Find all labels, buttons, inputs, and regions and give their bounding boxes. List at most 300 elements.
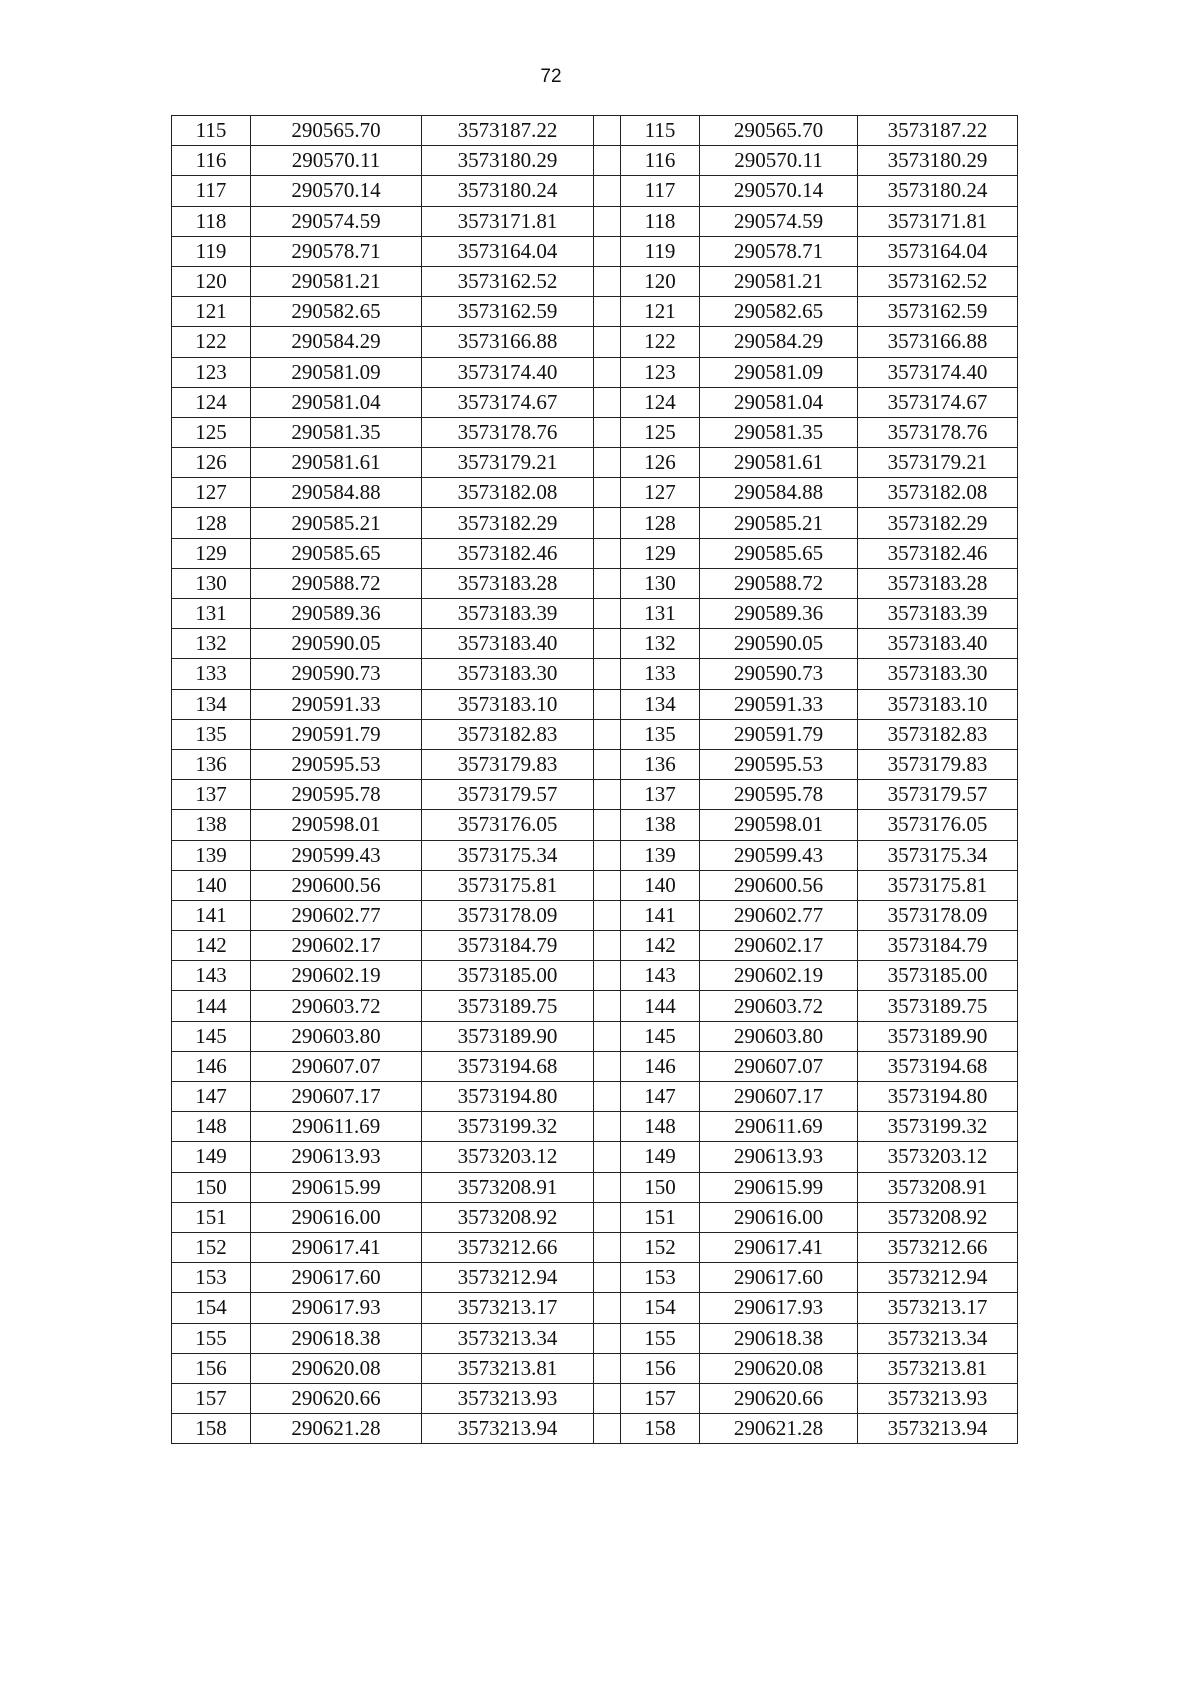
table-row [172, 417, 1018, 447]
point-number-cell: 121 [172, 297, 251, 327]
y-coordinate-cell: 3573213.93 [422, 1383, 594, 1413]
x-coordinate-cell: 290617.60 [700, 1263, 858, 1293]
y-coordinate-cell: 3573189.75 [422, 991, 594, 1021]
point-number-cell: 144 [172, 991, 251, 1021]
table-row [172, 900, 1018, 930]
table-row [172, 236, 1018, 266]
table-row [172, 840, 1018, 870]
y-coordinate-cell: 3573162.59 [422, 297, 594, 327]
x-coordinate-cell: 290570.11 [251, 146, 422, 176]
y-coordinate-cell: 3573183.28 [858, 568, 1018, 598]
y-coordinate-cell: 3573208.92 [858, 1202, 1018, 1232]
coordinates-table [171, 115, 1018, 1444]
y-coordinate-cell: 3573180.24 [858, 176, 1018, 206]
spacer-cell [594, 568, 621, 598]
y-coordinate-cell: 3573194.68 [858, 1051, 1018, 1081]
point-number-cell: 127 [621, 478, 700, 508]
table-row [172, 448, 1018, 478]
x-coordinate-cell: 290589.36 [251, 599, 422, 629]
x-coordinate-cell: 290603.80 [251, 1021, 422, 1051]
y-coordinate-cell: 3573174.67 [858, 387, 1018, 417]
point-number-cell: 116 [172, 146, 251, 176]
spacer-cell [594, 870, 621, 900]
table-row [172, 1263, 1018, 1293]
table-row [172, 1112, 1018, 1142]
point-number-cell: 128 [172, 508, 251, 538]
x-coordinate-cell: 290618.38 [700, 1323, 858, 1353]
y-coordinate-cell: 3573189.90 [422, 1021, 594, 1051]
y-coordinate-cell: 3573174.40 [422, 357, 594, 387]
x-coordinate-cell: 290621.28 [251, 1414, 422, 1444]
y-coordinate-cell: 3573199.32 [422, 1112, 594, 1142]
point-number-cell: 117 [621, 176, 700, 206]
y-coordinate-cell: 3573187.22 [858, 116, 1018, 146]
y-coordinate-cell: 3573166.88 [422, 327, 594, 357]
point-number-cell: 152 [172, 1232, 251, 1262]
x-coordinate-cell: 290602.77 [251, 900, 422, 930]
x-coordinate-cell: 290617.93 [251, 1293, 422, 1323]
table-row [172, 538, 1018, 568]
y-coordinate-cell: 3573182.83 [858, 719, 1018, 749]
point-number-cell: 118 [621, 206, 700, 236]
x-coordinate-cell: 290599.43 [700, 840, 858, 870]
y-coordinate-cell: 3573213.34 [422, 1323, 594, 1353]
x-coordinate-cell: 290581.35 [700, 417, 858, 447]
y-coordinate-cell: 3573178.76 [858, 417, 1018, 447]
spacer-cell [594, 206, 621, 236]
spacer-cell [594, 1293, 621, 1323]
table-row [172, 961, 1018, 991]
y-coordinate-cell: 3573182.46 [858, 538, 1018, 568]
table-row [172, 749, 1018, 779]
point-number-cell: 116 [621, 146, 700, 176]
x-coordinate-cell: 290602.77 [700, 900, 858, 930]
point-number-cell: 135 [621, 719, 700, 749]
point-number-cell: 131 [172, 599, 251, 629]
y-coordinate-cell: 3573185.00 [422, 961, 594, 991]
point-number-cell: 152 [621, 1232, 700, 1262]
table-row [172, 870, 1018, 900]
point-number-cell: 133 [621, 659, 700, 689]
x-coordinate-cell: 290581.21 [251, 266, 422, 296]
x-coordinate-cell: 290584.29 [700, 327, 858, 357]
x-coordinate-cell: 290591.33 [700, 689, 858, 719]
y-coordinate-cell: 3573213.81 [422, 1353, 594, 1383]
point-number-cell: 122 [621, 327, 700, 357]
table-row [172, 568, 1018, 598]
point-number-cell: 135 [172, 719, 251, 749]
spacer-cell [594, 448, 621, 478]
point-number-cell: 145 [172, 1021, 251, 1051]
point-number-cell: 150 [172, 1172, 251, 1202]
point-number-cell: 144 [621, 991, 700, 1021]
spacer-cell [594, 719, 621, 749]
point-number-cell: 122 [172, 327, 251, 357]
y-coordinate-cell: 3573213.93 [858, 1383, 1018, 1413]
y-coordinate-cell: 3573212.66 [858, 1232, 1018, 1262]
spacer-cell [594, 1383, 621, 1413]
y-coordinate-cell: 3573178.09 [858, 900, 1018, 930]
y-coordinate-cell: 3573208.92 [422, 1202, 594, 1232]
y-coordinate-cell: 3573185.00 [858, 961, 1018, 991]
y-coordinate-cell: 3573174.67 [422, 387, 594, 417]
y-coordinate-cell: 3573164.04 [422, 236, 594, 266]
y-coordinate-cell: 3573182.08 [422, 478, 594, 508]
point-number-cell: 129 [172, 538, 251, 568]
x-coordinate-cell: 290607.17 [700, 1082, 858, 1112]
y-coordinate-cell: 3573178.76 [422, 417, 594, 447]
table-row [172, 991, 1018, 1021]
x-coordinate-cell: 290582.65 [700, 297, 858, 327]
x-coordinate-cell: 290617.60 [251, 1263, 422, 1293]
point-number-cell: 130 [172, 568, 251, 598]
spacer-cell [594, 176, 621, 206]
y-coordinate-cell: 3573175.34 [422, 840, 594, 870]
y-coordinate-cell: 3573179.21 [858, 448, 1018, 478]
spacer-cell [594, 1232, 621, 1262]
x-coordinate-cell: 290565.70 [700, 116, 858, 146]
table-row [172, 629, 1018, 659]
x-coordinate-cell: 290618.38 [251, 1323, 422, 1353]
y-coordinate-cell: 3573176.05 [858, 810, 1018, 840]
table-row [172, 146, 1018, 176]
point-number-cell: 153 [172, 1263, 251, 1293]
point-number-cell: 127 [172, 478, 251, 508]
table-row [172, 719, 1018, 749]
x-coordinate-cell: 290620.08 [700, 1353, 858, 1383]
x-coordinate-cell: 290585.21 [700, 508, 858, 538]
y-coordinate-cell: 3573176.05 [422, 810, 594, 840]
table-row [172, 1323, 1018, 1353]
y-coordinate-cell: 3573178.09 [422, 900, 594, 930]
x-coordinate-cell: 290584.88 [251, 478, 422, 508]
y-coordinate-cell: 3573213.17 [422, 1293, 594, 1323]
point-number-cell: 118 [172, 206, 251, 236]
x-coordinate-cell: 290607.17 [251, 1082, 422, 1112]
x-coordinate-cell: 290590.73 [700, 659, 858, 689]
point-number-cell: 137 [172, 780, 251, 810]
y-coordinate-cell: 3573212.66 [422, 1232, 594, 1262]
spacer-cell [594, 991, 621, 1021]
y-coordinate-cell: 3573183.10 [858, 689, 1018, 719]
spacer-cell [594, 780, 621, 810]
point-number-cell: 132 [172, 629, 251, 659]
y-coordinate-cell: 3573194.68 [422, 1051, 594, 1081]
spacer-cell [594, 931, 621, 961]
point-number-cell: 123 [621, 357, 700, 387]
point-number-cell: 157 [172, 1383, 251, 1413]
table-row [172, 297, 1018, 327]
y-coordinate-cell: 3573194.80 [422, 1082, 594, 1112]
point-number-cell: 141 [621, 900, 700, 930]
point-number-cell: 119 [621, 236, 700, 266]
table-row [172, 810, 1018, 840]
spacer-cell [594, 1202, 621, 1232]
table-row [172, 1021, 1018, 1051]
point-number-cell: 141 [172, 900, 251, 930]
x-coordinate-cell: 290616.00 [700, 1202, 858, 1232]
point-number-cell: 154 [621, 1293, 700, 1323]
x-coordinate-cell: 290578.71 [251, 236, 422, 266]
spacer-cell [594, 659, 621, 689]
x-coordinate-cell: 290620.08 [251, 1353, 422, 1383]
point-number-cell: 120 [172, 266, 251, 296]
x-coordinate-cell: 290602.17 [251, 931, 422, 961]
y-coordinate-cell: 3573179.57 [422, 780, 594, 810]
spacer-cell [594, 840, 621, 870]
point-number-cell: 124 [621, 387, 700, 417]
point-number-cell: 142 [172, 931, 251, 961]
spacer-cell [594, 961, 621, 991]
point-number-cell: 157 [621, 1383, 700, 1413]
spacer-cell [594, 1082, 621, 1112]
spacer-cell [594, 478, 621, 508]
spacer-cell [594, 1414, 621, 1444]
spacer-cell [594, 538, 621, 568]
point-number-cell: 155 [621, 1323, 700, 1353]
table-row [172, 387, 1018, 417]
y-coordinate-cell: 3573183.40 [422, 629, 594, 659]
x-coordinate-cell: 290600.56 [251, 870, 422, 900]
x-coordinate-cell: 290617.41 [700, 1232, 858, 1262]
x-coordinate-cell: 290588.72 [700, 568, 858, 598]
spacer-cell [594, 297, 621, 327]
spacer-cell [594, 1172, 621, 1202]
spacer-cell [594, 116, 621, 146]
point-number-cell: 126 [621, 448, 700, 478]
point-number-cell: 143 [621, 961, 700, 991]
y-coordinate-cell: 3573199.32 [858, 1112, 1018, 1142]
point-number-cell: 139 [172, 840, 251, 870]
table-row [172, 1232, 1018, 1262]
y-coordinate-cell: 3573180.29 [858, 146, 1018, 176]
x-coordinate-cell: 290611.69 [700, 1112, 858, 1142]
y-coordinate-cell: 3573213.17 [858, 1293, 1018, 1323]
point-number-cell: 124 [172, 387, 251, 417]
y-coordinate-cell: 3573183.40 [858, 629, 1018, 659]
point-number-cell: 158 [621, 1414, 700, 1444]
point-number-cell: 151 [172, 1202, 251, 1232]
x-coordinate-cell: 290617.93 [700, 1293, 858, 1323]
table-row [172, 508, 1018, 538]
point-number-cell: 140 [172, 870, 251, 900]
y-coordinate-cell: 3573212.94 [422, 1263, 594, 1293]
table-row [172, 659, 1018, 689]
x-coordinate-cell: 290574.59 [251, 206, 422, 236]
x-coordinate-cell: 290590.05 [251, 629, 422, 659]
y-coordinate-cell: 3573171.81 [422, 206, 594, 236]
spacer-cell [594, 1142, 621, 1172]
y-coordinate-cell: 3573179.57 [858, 780, 1018, 810]
coordinates-table-body [172, 116, 1018, 1444]
spacer-cell [594, 1051, 621, 1081]
spacer-cell [594, 508, 621, 538]
point-number-cell: 154 [172, 1293, 251, 1323]
table-row [172, 1383, 1018, 1413]
x-coordinate-cell: 290615.99 [251, 1172, 422, 1202]
point-number-cell: 136 [172, 749, 251, 779]
y-coordinate-cell: 3573175.34 [858, 840, 1018, 870]
x-coordinate-cell: 290607.07 [700, 1051, 858, 1081]
x-coordinate-cell: 290581.35 [251, 417, 422, 447]
x-coordinate-cell: 290581.61 [251, 448, 422, 478]
y-coordinate-cell: 3573184.79 [422, 931, 594, 961]
table-row [172, 1353, 1018, 1383]
y-coordinate-cell: 3573162.59 [858, 297, 1018, 327]
x-coordinate-cell: 290598.01 [251, 810, 422, 840]
y-coordinate-cell: 3573175.81 [858, 870, 1018, 900]
point-number-cell: 156 [172, 1353, 251, 1383]
table-row [172, 478, 1018, 508]
y-coordinate-cell: 3573171.81 [858, 206, 1018, 236]
x-coordinate-cell: 290616.00 [251, 1202, 422, 1232]
y-coordinate-cell: 3573164.04 [858, 236, 1018, 266]
y-coordinate-cell: 3573183.28 [422, 568, 594, 598]
y-coordinate-cell: 3573162.52 [422, 266, 594, 296]
y-coordinate-cell: 3573180.24 [422, 176, 594, 206]
x-coordinate-cell: 290570.11 [700, 146, 858, 176]
spacer-cell [594, 749, 621, 779]
table-row [172, 1293, 1018, 1323]
spacer-cell [594, 146, 621, 176]
point-number-cell: 146 [621, 1051, 700, 1081]
spacer-cell [594, 810, 621, 840]
y-coordinate-cell: 3573183.39 [422, 599, 594, 629]
x-coordinate-cell: 290578.71 [700, 236, 858, 266]
table-row [172, 357, 1018, 387]
x-coordinate-cell: 290602.17 [700, 931, 858, 961]
y-coordinate-cell: 3573183.30 [858, 659, 1018, 689]
point-number-cell: 156 [621, 1353, 700, 1383]
point-number-cell: 147 [172, 1082, 251, 1112]
x-coordinate-cell: 290613.93 [700, 1142, 858, 1172]
point-number-cell: 139 [621, 840, 700, 870]
x-coordinate-cell: 290603.72 [700, 991, 858, 1021]
spacer-cell [594, 357, 621, 387]
spacer-cell [594, 1112, 621, 1142]
x-coordinate-cell: 290588.72 [251, 568, 422, 598]
x-coordinate-cell: 290591.33 [251, 689, 422, 719]
y-coordinate-cell: 3573182.46 [422, 538, 594, 568]
x-coordinate-cell: 290574.59 [700, 206, 858, 236]
y-coordinate-cell: 3573182.29 [858, 508, 1018, 538]
x-coordinate-cell: 290585.65 [251, 538, 422, 568]
point-number-cell: 145 [621, 1021, 700, 1051]
x-coordinate-cell: 290570.14 [251, 176, 422, 206]
point-number-cell: 132 [621, 629, 700, 659]
point-number-cell: 149 [172, 1142, 251, 1172]
x-coordinate-cell: 290581.09 [700, 357, 858, 387]
y-coordinate-cell: 3573182.29 [422, 508, 594, 538]
y-coordinate-cell: 3573203.12 [422, 1142, 594, 1172]
point-number-cell: 138 [172, 810, 251, 840]
x-coordinate-cell: 290581.04 [700, 387, 858, 417]
point-number-cell: 148 [172, 1112, 251, 1142]
x-coordinate-cell: 290602.19 [251, 961, 422, 991]
point-number-cell: 153 [621, 1263, 700, 1293]
y-coordinate-cell: 3573189.75 [858, 991, 1018, 1021]
x-coordinate-cell: 290585.21 [251, 508, 422, 538]
y-coordinate-cell: 3573179.83 [858, 749, 1018, 779]
x-coordinate-cell: 290603.80 [700, 1021, 858, 1051]
point-number-cell: 128 [621, 508, 700, 538]
y-coordinate-cell: 3573180.29 [422, 146, 594, 176]
point-number-cell: 119 [172, 236, 251, 266]
table-row [172, 1172, 1018, 1202]
y-coordinate-cell: 3573203.12 [858, 1142, 1018, 1172]
y-coordinate-cell: 3573213.81 [858, 1353, 1018, 1383]
y-coordinate-cell: 3573208.91 [422, 1172, 594, 1202]
x-coordinate-cell: 290602.19 [700, 961, 858, 991]
x-coordinate-cell: 290613.93 [251, 1142, 422, 1172]
point-number-cell: 130 [621, 568, 700, 598]
spacer-cell [594, 417, 621, 447]
table-row [172, 1414, 1018, 1444]
table-row [172, 206, 1018, 236]
y-coordinate-cell: 3573212.94 [858, 1263, 1018, 1293]
x-coordinate-cell: 290582.65 [251, 297, 422, 327]
table-row [172, 1202, 1018, 1232]
spacer-cell [594, 327, 621, 357]
table-row [172, 327, 1018, 357]
x-coordinate-cell: 290589.36 [700, 599, 858, 629]
y-coordinate-cell: 3573179.83 [422, 749, 594, 779]
x-coordinate-cell: 290581.04 [251, 387, 422, 417]
point-number-cell: 121 [621, 297, 700, 327]
point-number-cell: 142 [621, 931, 700, 961]
y-coordinate-cell: 3573182.08 [858, 478, 1018, 508]
point-number-cell: 148 [621, 1112, 700, 1142]
x-coordinate-cell: 290581.21 [700, 266, 858, 296]
x-coordinate-cell: 290620.66 [700, 1383, 858, 1413]
table-row [172, 1142, 1018, 1172]
x-coordinate-cell: 290585.65 [700, 538, 858, 568]
spacer-cell [594, 1263, 621, 1293]
table-row [172, 780, 1018, 810]
point-number-cell: 134 [172, 689, 251, 719]
spacer-cell [594, 236, 621, 266]
x-coordinate-cell: 290595.78 [700, 780, 858, 810]
x-coordinate-cell: 290570.14 [700, 176, 858, 206]
x-coordinate-cell: 290581.09 [251, 357, 422, 387]
spacer-cell [594, 1353, 621, 1383]
y-coordinate-cell: 3573183.10 [422, 689, 594, 719]
x-coordinate-cell: 290603.72 [251, 991, 422, 1021]
y-coordinate-cell: 3573213.34 [858, 1323, 1018, 1353]
y-coordinate-cell: 3573175.81 [422, 870, 594, 900]
x-coordinate-cell: 290595.78 [251, 780, 422, 810]
x-coordinate-cell: 290584.29 [251, 327, 422, 357]
table-row [172, 931, 1018, 961]
y-coordinate-cell: 3573183.39 [858, 599, 1018, 629]
x-coordinate-cell: 290595.53 [251, 749, 422, 779]
x-coordinate-cell: 290581.61 [700, 448, 858, 478]
y-coordinate-cell: 3573208.91 [858, 1172, 1018, 1202]
point-number-cell: 151 [621, 1202, 700, 1232]
point-number-cell: 147 [621, 1082, 700, 1112]
y-coordinate-cell: 3573182.83 [422, 719, 594, 749]
point-number-cell: 149 [621, 1142, 700, 1172]
table-row [172, 1051, 1018, 1081]
point-number-cell: 120 [621, 266, 700, 296]
spacer-cell [594, 1021, 621, 1051]
x-coordinate-cell: 290600.56 [700, 870, 858, 900]
point-number-cell: 134 [621, 689, 700, 719]
y-coordinate-cell: 3573179.21 [422, 448, 594, 478]
x-coordinate-cell: 290591.79 [251, 719, 422, 749]
spacer-cell [594, 629, 621, 659]
spacer-cell [594, 266, 621, 296]
